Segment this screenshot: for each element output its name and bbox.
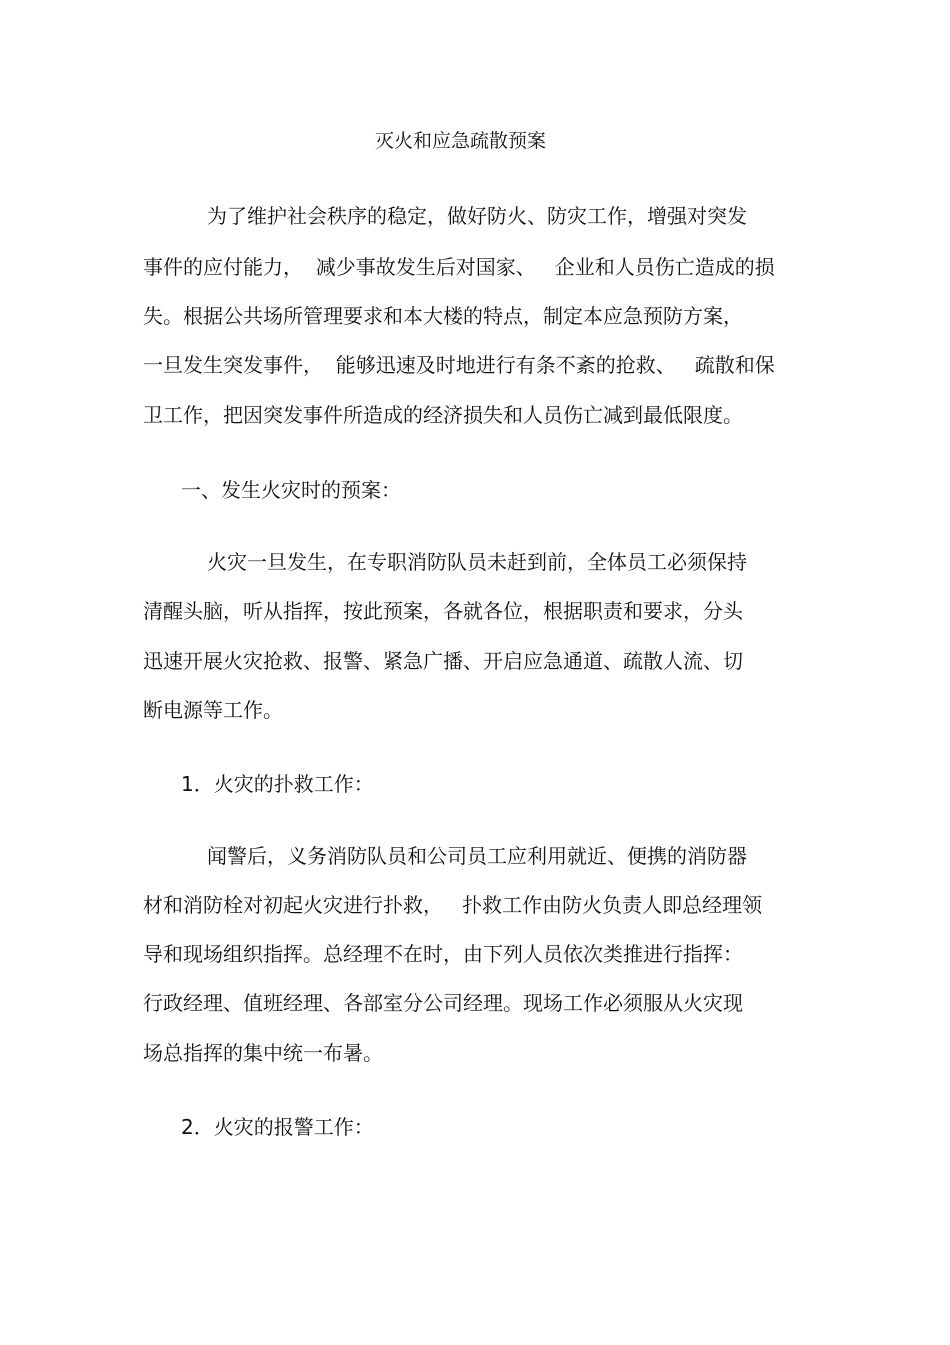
item-line: 材和消防栓对初起火灾进行扑救， 扑救工作由防火负责人即总经理领 (143, 893, 763, 917)
section-line: 火灾一旦发生，在专职消防队员未赶到前，全体员工必须保持 (207, 550, 747, 574)
intro-line: 为了维护社会秩序的稳定，做好防火、防灾工作，增强对突发 (207, 204, 747, 228)
section-line: 断电源等工作。 (143, 698, 283, 722)
intro-line: 一旦发生突发事件， 能够迅速及时地进行有条不紊的抢救、 疏散和保 (143, 353, 775, 377)
section-line: 迅速开展火灾抢救、报警、紧急广播、开启应急通道、疏散人流、切 (143, 649, 743, 673)
item-heading: 2．火灾的报警工作： (181, 1115, 374, 1139)
intro-line: 事件的应付能力， 减少事故发生后对国家、 企业和人员伤亡造成的损 (143, 255, 775, 279)
item-heading: 1．火灾的扑救工作： (181, 772, 374, 796)
item-line: 闻警后，义务消防队员和公司员工应利用就近、便携的消防器 (207, 844, 747, 868)
intro-line: 失。根据公共场所管理要求和本大楼的特点，制定本应急预防方案， (143, 304, 743, 328)
item-line: 导和现场组织指挥。总经理不在时，由下列人员依次类推进行指挥： (143, 942, 743, 966)
intro-line: 卫工作，把因突发事件所造成的经济损失和人员伤亡减到最低限度。 (143, 403, 743, 427)
item-line: 场总指挥的集中统一布暑。 (143, 1041, 383, 1065)
document-title: 灭火和应急疏散预案 (375, 130, 547, 152)
section-line: 清醒头脑，听从指挥，按此预案，各就各位，根据职责和要求，分头 (143, 599, 743, 623)
item-line: 行政经理、值班经理、各部室分公司经理。现场工作必须服从火灾现 (143, 991, 743, 1015)
section-heading: 一、发生火灾时的预案： (181, 478, 401, 502)
